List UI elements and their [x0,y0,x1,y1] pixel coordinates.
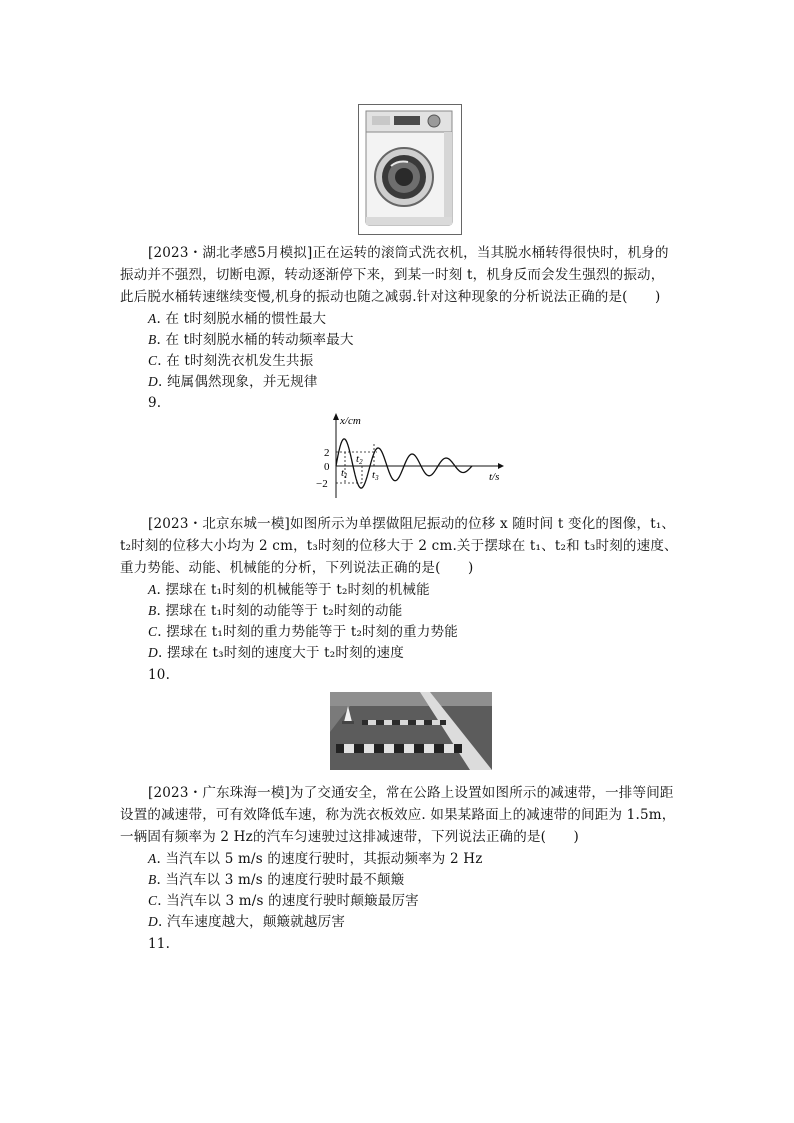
x-axis-label: x/cm [340,415,361,427]
q8-stem-line-2: 振动并不强烈，切断电源，转动逐渐停下来，到某一时刻 t，机身反而会发生强烈的振动， [120,267,665,283]
q10-stem-line-3: 一辆固有频率为 2 Hz的汽车匀速驶过这排减速带，下列说法正确的是( ) [120,829,579,845]
tick-label-zero: 0 [324,461,330,473]
q10-option-d[interactable]: D. 汽车速度越大，颠簸就越厉害 [148,914,346,930]
q10-stem-line-2: 设置的减速带，可有效降低车速，称为洗衣板效应. 如果某路面上的减速带的间距为 1.5m， [120,807,676,823]
q9-option-c[interactable]: C. 摆球在 t₁时刻的重力势能等于 t₂时刻的重力势能 [148,624,458,640]
x-axis-arrow [333,413,339,420]
q9-option-b[interactable]: B. 摆球在 t₁时刻的动能等于 t₂时刻的动能 [148,603,403,619]
t-axis-arrow [498,463,504,469]
q9-number: 9. [148,395,162,411]
washing-machine-illustration [358,104,462,235]
q10-number: 10. [148,667,171,683]
tick-label-plus-2: 2 [324,447,330,459]
t2-label: t2 [356,453,363,466]
q8-option-a[interactable]: A. 在 t时刻脱水桶的惯性最大 [148,311,327,327]
q9-stem-line-1: [2023・北京东城一模]如图所示为单摆做阻尼振动的位移 x 随时间 t 变化的图像，t₁、 [148,516,676,532]
speed-bump-illustration [330,692,492,770]
q8-option-d[interactable]: D. 纯属偶然现象，并无规律 [148,374,318,390]
q10-stem-line-1: [2023・广东珠海一模]为了交通安全，常在公路上设置如图所示的减速带，一排等间距 [148,785,674,801]
q10-option-a[interactable]: A. 当汽车以 5 m/s 的速度行驶时，其振动频率为 2 Hz [148,851,483,867]
q8-option-c[interactable]: C. 在 t时刻洗衣机发生共振 [148,353,314,369]
q9-option-d[interactable]: D. 摆球在 t₃时刻的速度大于 t₂时刻的速度 [148,645,404,661]
washing-machine-photo [358,104,462,235]
t-axis-label: t/s [489,471,500,483]
speed-bump-photo [330,692,492,770]
q9-option-a[interactable]: A. 摆球在 t₁时刻的机械能等于 t₂时刻的机械能 [148,582,430,598]
q8-stem-line-1: [2023・湖北孝感5月模拟]正在运转的滚筒式洗衣机，当其脱水桶转得很快时，机身的 [148,245,669,261]
q11-number: 11. [148,936,171,952]
t3-label: t3 [372,469,379,482]
q9-stem-line-2: t₂时刻的位移大小均为 2 cm，t₃时刻的位移大于 2 cm.关于摆球在 t₁、t₂和 t₃时刻的速度、 [120,538,678,554]
q9-stem-line-3: 重力势能、动能、机械能的分析，下列说法正确的是( ) [120,560,474,576]
q8-option-b[interactable]: B. 在 t时刻脱水桶的转动频率最大 [148,332,354,348]
damped-oscillation-svg [300,410,510,502]
q10-option-c[interactable]: C. 当汽车以 3 m/s 的速度行驶时颠簸最厉害 [148,893,419,909]
tick-label-minus-2: −2 [316,478,328,490]
q10-option-b[interactable]: B. 当汽车以 3 m/s 的速度行驶时最不颠簸 [148,872,405,888]
q8-stem-line-3: 此后脱水桶转速继续变慢,机身的振动也随之减弱.针对这种现象的分析说法正确的是( ) [120,289,661,305]
damped-oscillation-graph [300,410,510,502]
t1-label: t1 [341,467,348,480]
